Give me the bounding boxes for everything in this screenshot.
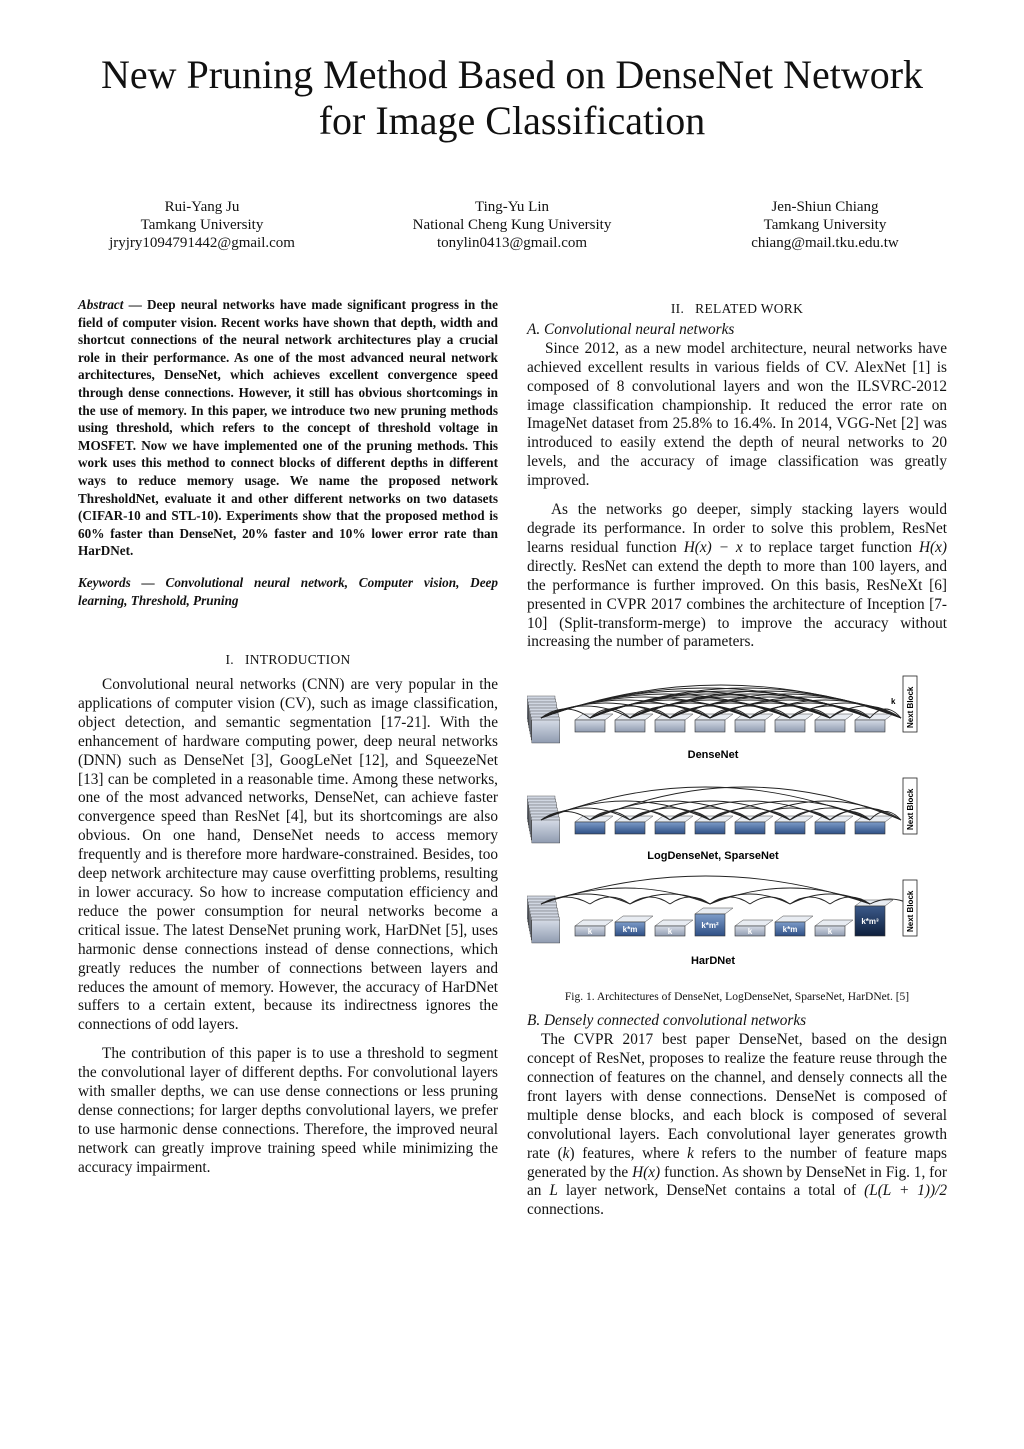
sparse-layer-block — [735, 822, 765, 834]
text-run: ) features, where — [569, 1144, 688, 1162]
related-work-paragraph-1: Since 2012, as a new model architecture, neural networks have achieved excellent results in various fields of CV. AlexNet [1] is composed of 8 convolutional layers and won the ILSVRC-2012 image classification championship. It reduced the error rate on ImageNet dataset from 25.8% to 16.4%. In 2014, VGG-Net [2] was introduced to easily extend the depth of neural networks to 20 levels, and the accuracy of image classification was greatly improved. — [527, 339, 947, 490]
author-name: Ting-Yu Lin — [474, 199, 550, 215]
connection-arc — [630, 897, 670, 904]
formula-hx: H(x) — [918, 538, 947, 556]
block-growth-label: k*m — [622, 925, 638, 935]
densenet-label: DenseNet — [687, 749, 739, 762]
subsection-b-heading: B. Densely connected convolutional networks — [527, 1012, 807, 1030]
block-growth-label: k*m² — [701, 921, 719, 931]
block-growth-label: k*m³ — [861, 917, 879, 927]
title-line-2: for Image Classification — [318, 98, 706, 143]
dense-layer-block — [855, 720, 885, 732]
abstract-lead: Abstract — [78, 297, 124, 312]
section-heading-related-work — [527, 300, 947, 319]
sparse-layer-block — [575, 822, 605, 834]
text-run: layer network, DenseNet contains a total of — [557, 1182, 865, 1200]
dense-layer-block — [615, 720, 645, 732]
author-3 — [675, 198, 975, 252]
block-growth-label: k — [587, 927, 593, 937]
author-affiliation: National Cheng Kung University — [412, 217, 612, 233]
author-affiliation: Tamkang University — [140, 217, 264, 233]
connection-arc — [750, 897, 790, 904]
sparse-layer-block — [815, 822, 845, 834]
subsection-a-heading: A. Convolutional neural networks — [527, 320, 735, 338]
symbol-k: k — [562, 1144, 570, 1162]
related-work-paragraph-2 — [527, 501, 947, 652]
text-run: refers to the number of feature maps generated by the — [527, 1144, 948, 1181]
logdensenet-label: LogDenseNet, SparseNet — [647, 850, 779, 863]
sparse-layer-block — [855, 822, 885, 834]
block-growth-label: k — [827, 927, 833, 937]
hardnet-label: HarDNet — [690, 955, 736, 968]
text-run: function. As shown by DenseNet in Fig. 1, for an — [527, 1163, 947, 1200]
logdensenet-diagram — [527, 778, 917, 843]
text-run: to replace target function — [742, 538, 919, 556]
hardnet-diagram — [527, 876, 917, 943]
harmonic-layer-block-top — [575, 920, 613, 926]
section-title: RELATED WORK — [695, 301, 804, 316]
section-heading-introduction — [78, 651, 498, 670]
title-line-1: New Pruning Method Based on DenseNet Network — [100, 52, 924, 97]
dense-layer-block — [775, 720, 805, 732]
connection-arc — [790, 897, 830, 904]
next-block-label: Next Block — [906, 890, 915, 933]
author-email: tonylin0413@gmail.com — [436, 235, 588, 251]
harmonic-layer-block-top — [735, 920, 773, 926]
section-title: INTRODUCTION — [244, 652, 351, 668]
connection-arc — [790, 894, 870, 904]
dense-layer-block — [695, 720, 725, 732]
figure-1 — [527, 674, 947, 1004]
input-feature-stack — [532, 720, 560, 743]
densenet-diagram — [527, 676, 917, 743]
left-column — [78, 296, 498, 1178]
intro-paragraph-2: The contribution of this paper is to use a threshold to segment the convolutional layer of different depths. For convolutional layers with smaller depths, we can use dense connections or less pruning dense connections; for larger depths convolutional layers, we prefer to use harmonic dense connections. Therefore, the improved neural network can greatly improve training speed while minimizing the accuracy impairment. — [78, 1045, 498, 1176]
dense-layer-block — [575, 720, 605, 732]
harmonic-layer-block-top — [695, 908, 733, 914]
symbol-k: k — [687, 1144, 694, 1162]
growth-rate-k-label: k — [891, 697, 896, 707]
block-growth-label: k — [747, 927, 753, 937]
formula-hx: H(x) — [632, 1163, 661, 1181]
author-email: chiang@mail.tku.edu.tw — [751, 235, 899, 251]
right-column — [527, 296, 947, 1220]
harmonic-layer-block-top — [775, 916, 813, 922]
related-work-paragraph-3 — [527, 1031, 947, 1220]
block-growth-label: k*m — [782, 925, 798, 935]
figure-caption: Fig. 1. Architectures of DenseNet, LogDenseNet, SparseNet, HarDNet. [5] — [564, 991, 910, 1004]
connection-arc — [710, 897, 750, 904]
text-run: directly. ResNet can extend the depth to more than 100 layers, and the performance is further improved. On this basis, ResNeXt [6] presented in CVPR 2017 combines the architecture of Inception [7-10] (Split-transform-merge) to improve the accuracy without increasing the number of parameters. — [527, 557, 947, 651]
text-run: As the networks go deeper, simply stacking layers would degrade its performance. In order to solve this problem, ResNet learns residual function — [527, 501, 947, 556]
section-number: II. — [670, 301, 685, 316]
sparse-layer-block — [775, 822, 805, 834]
connection-arc — [710, 894, 790, 904]
next-block-label: Next Block — [906, 788, 915, 831]
dense-layer-block — [655, 720, 685, 732]
symbol-l: L — [549, 1182, 558, 1200]
author-affiliation: Tamkang University — [763, 217, 887, 233]
section-number: I. — [225, 652, 234, 668]
connection-arc — [630, 894, 710, 904]
sparse-layer-block — [695, 822, 725, 834]
next-block-label: Next Block — [906, 686, 915, 729]
architecture-diagram — [527, 674, 947, 974]
harmonic-layer-block-top — [655, 920, 693, 926]
author-1 — [52, 198, 352, 252]
connection-arc — [541, 876, 870, 904]
dense-layer-block — [735, 720, 765, 732]
keywords: Keywords — Convolutional neural network, Computer vision, Deep learning, Threshold, Pruning — [78, 574, 498, 608]
dense-layer-block — [815, 720, 845, 732]
author-email: jryjry1094791442@gmail.com — [109, 235, 295, 251]
connection-arc — [590, 897, 630, 904]
author-2 — [362, 198, 662, 252]
sparse-layer-block — [655, 822, 685, 834]
sparse-layer-block — [615, 822, 645, 834]
intro-paragraph-1: Convolutional neural networks (CNN) are very popular in the applications of computer vision (CV), such as image classification, object detection, and semantic segmentation [17-21]. With the enhancement of hardware computing power, deep neural networks (DNN) such as DenseNet [3], GoogLeNet [12], and SqueezeNet [13] can be completed in a reasonable time. Among these networks, one of the most advanced networks, DenseNet, can achieve faster convergence speed than ResNet [4], but its shortcomings are also obvious. On one hand, DenseNet needs to access memory frequently and is therefore more hardware-constrained. Besides, too deep network architecture may cause overfitting problems, resulting in lower accuracy. So how to increase computation efficiency and reduce the power consumption for neural networks become a critical issue. The latest DenseNet pruning work, HarDNet [5], uses harmonic dense connections instead of dense connections, which greatly reduces the number of connections between layers and reduces the amount of memory. However, the accuracy of HarDNet suffers to a certain extent, because its indirectness ignores the connections of odd layers. — [78, 676, 498, 1034]
abstract — [78, 296, 498, 560]
input-feature-stack — [532, 820, 560, 843]
author-name: Jen-Shiun Chiang — [771, 199, 879, 215]
text-run: connections. — [527, 1201, 604, 1219]
sparse-layer-block-top — [855, 816, 893, 822]
harmonic-layer-block-top — [615, 916, 653, 922]
text-run: The CVPR 2017 best paper DenseNet, based on the design concept of ResNet, proposes to realize the feature reuse through the connection of features on the channel, and densely connects all the front layers with dense connections. DenseNet is composed of multiple dense blocks, and each block is composed of several convolutional layers. Each convolutional layer generates growth rate ( — [527, 1031, 947, 1162]
formula-residual: H(x) − x — [683, 538, 743, 556]
connection-arc — [670, 897, 710, 904]
formula-connections: (L(L + 1))/2 — [864, 1182, 947, 1200]
author-name: Rui-Yang Ju — [164, 199, 240, 215]
input-feature-stack — [532, 920, 560, 943]
paper-title — [40, 52, 984, 144]
abstract-body: — Deep neural networks have made significant progress in the field of computer vision. Recent works have shown that depth, width and shortcut connections of the neural network architectures play a crucial role in their performance. As one of the most advanced neural network architectures, DenseNet, which achieves excellent convergence speed through dense connections. However, it still has obvious shortcomings in the use of memory. In this paper, we introduce two new pruning methods using threshold, which refers to the concept of threshold voltage in MOSFET. Now we have implemented one of the pruning methods. This work uses this method to connect blocks of different depths in different ways to reduce memory usage. We name the proposed network ThresholdNet, evaluate it and other different networks on two datasets (CIFAR-10 and STL-10). Experiments show that the proposed method is 60% faster than DenseNet, 20% faster and 10% lower error rate than HarDNet. — [78, 297, 498, 559]
harmonic-layer-block-top — [815, 920, 853, 926]
block-growth-label: k — [667, 927, 673, 937]
